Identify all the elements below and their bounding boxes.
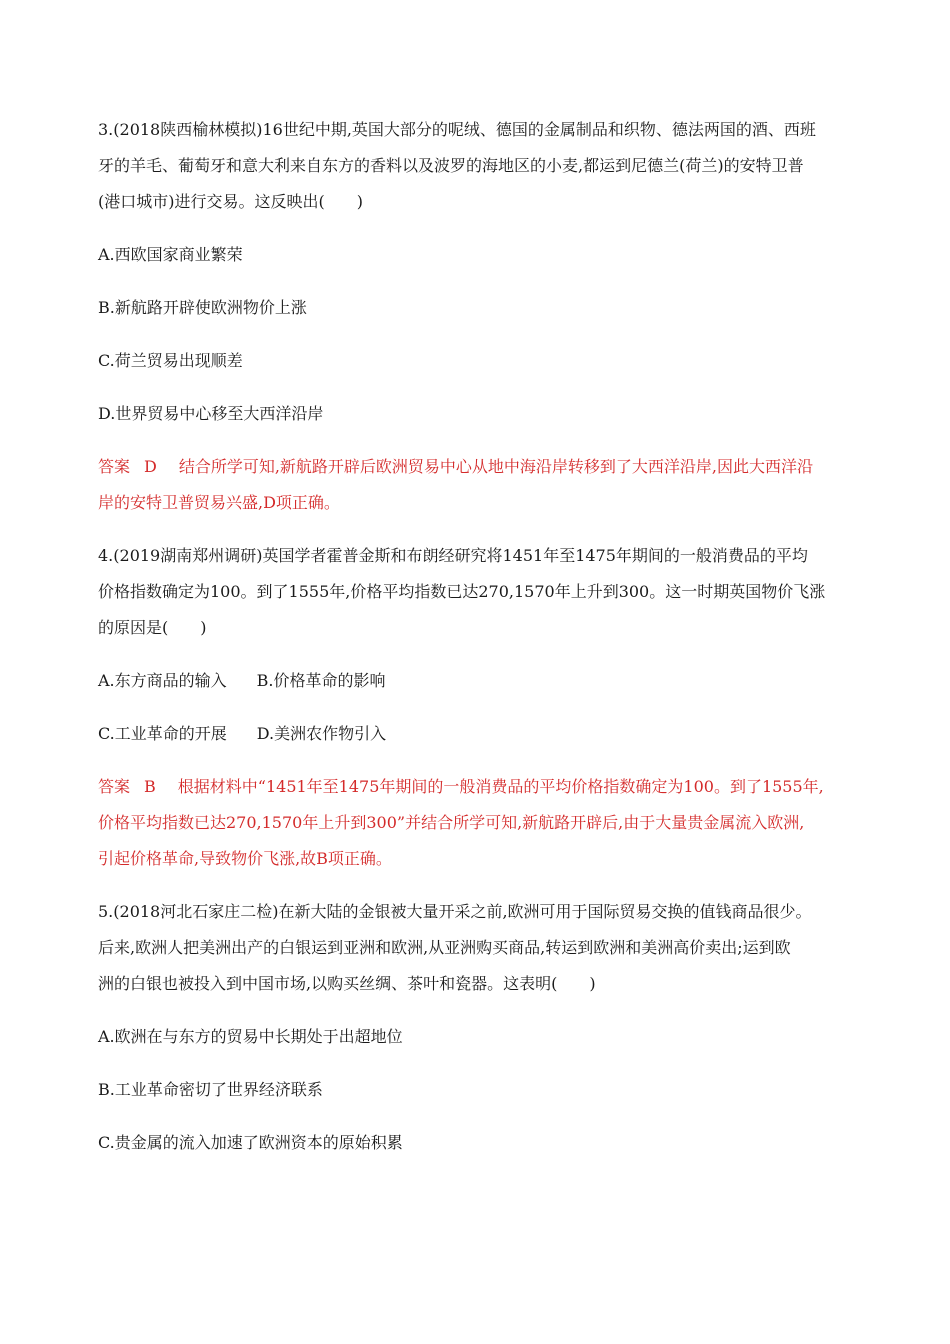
question-4 [98,538,858,877]
option-c: C.贵金属的流入加速了欧洲资本的原始积累 [98,1133,403,1152]
question-4-stem-line-2: 价格指数确定为100。到了1555年,价格平均指数已达270,1570年上升到300。这一时期英国物价飞涨 [98,582,826,601]
answer-line-3: 引起价格革命,导致物价飞涨,故B项正确。 [98,849,392,868]
answer-label: 答案 [98,777,131,796]
question-3-stem-line-2: 牙的羊毛、葡萄牙和意大利来自东方的香料以及波罗的海地区的小麦,都运到尼德兰(荷兰)的安特卫普 [98,156,804,175]
options-row-1 [98,663,858,699]
question-4-stem-line-3: 的原因是( ) [98,618,207,637]
option-a: A.欧洲在与东方的贸易中长期处于出超地位 [98,1027,403,1046]
answer-line-1 [98,449,858,485]
question-3-stem-line-3: (港口城市)进行交易。这反映出( ) [98,192,363,211]
option-a: A.西欧国家商业繁荣 [98,245,243,264]
answer-line-2: 价格平均指数已达270,1570年上升到300”并结合所学可知,新航路开辟后,由于大量贵金属流入欧洲, [98,813,805,832]
question-5-stem-line-2: 后来,欧洲人把美洲出产的白银运到亚洲和欧洲,从亚洲购买商品,转运到欧洲和美洲高价卖出;运到欧 [98,938,791,957]
option-d: D.世界贸易中心移至大西洋沿岸 [98,404,324,423]
question-3 [98,112,858,521]
answer-line-2: 岸的安特卫普贸易兴盛,D项正确。 [98,493,340,512]
option-b: B.工业革命密切了世界经济联系 [98,1080,323,1099]
question-5-stem-line-1: 5.(2018河北石家庄二检)在新大陆的金银被大量开采之前,欧洲可用于国际贸易交换的值钱商品很少。 [98,902,812,921]
question-5-stem-line-3: 洲的白银也被投入到中国市场,以购买丝绸、茶叶和瓷器。这表明( ) [98,974,596,993]
option-b: B.价格革命的影响 [256,671,386,690]
answer-explanation: 结合所学可知,新航路开辟后欧洲贸易中心从地中海沿岸转移到了大西洋沿岸,因此大西洋沿 [178,457,814,476]
answer-explanation: 根据材料中“1451年至1475年期间的一般消费品的平均价格指数确定为100。到了1555年, [177,777,824,796]
answer-letter: D [144,457,157,476]
question-3-stem-line-1: 3.(2018陕西榆林模拟)16世纪中期,英国大部分的呢绒、德国的金属制品和织物、德法两国的酒、西班 [98,120,816,139]
question-4-stem-line-1: 4.(2019湖南郑州调研)英国学者霍普金斯和布朗经研究将1451年至1475年期间的一般消费品的平均 [98,546,808,565]
options-row-2 [98,716,858,752]
answer-letter: B [144,777,156,796]
option-b: B.新航路开辟使欧洲物价上涨 [98,298,307,317]
questions-area [98,112,858,1161]
answer-label: 答案 [98,457,131,476]
option-d: D.美洲农作物引入 [256,724,387,743]
option-c: C.荷兰贸易出现顺差 [98,351,243,370]
question-5 [98,894,858,1161]
answer-line-1 [98,769,858,805]
option-c: C.工业革命的开展 [98,724,227,743]
option-a: A.东方商品的输入 [98,671,227,690]
